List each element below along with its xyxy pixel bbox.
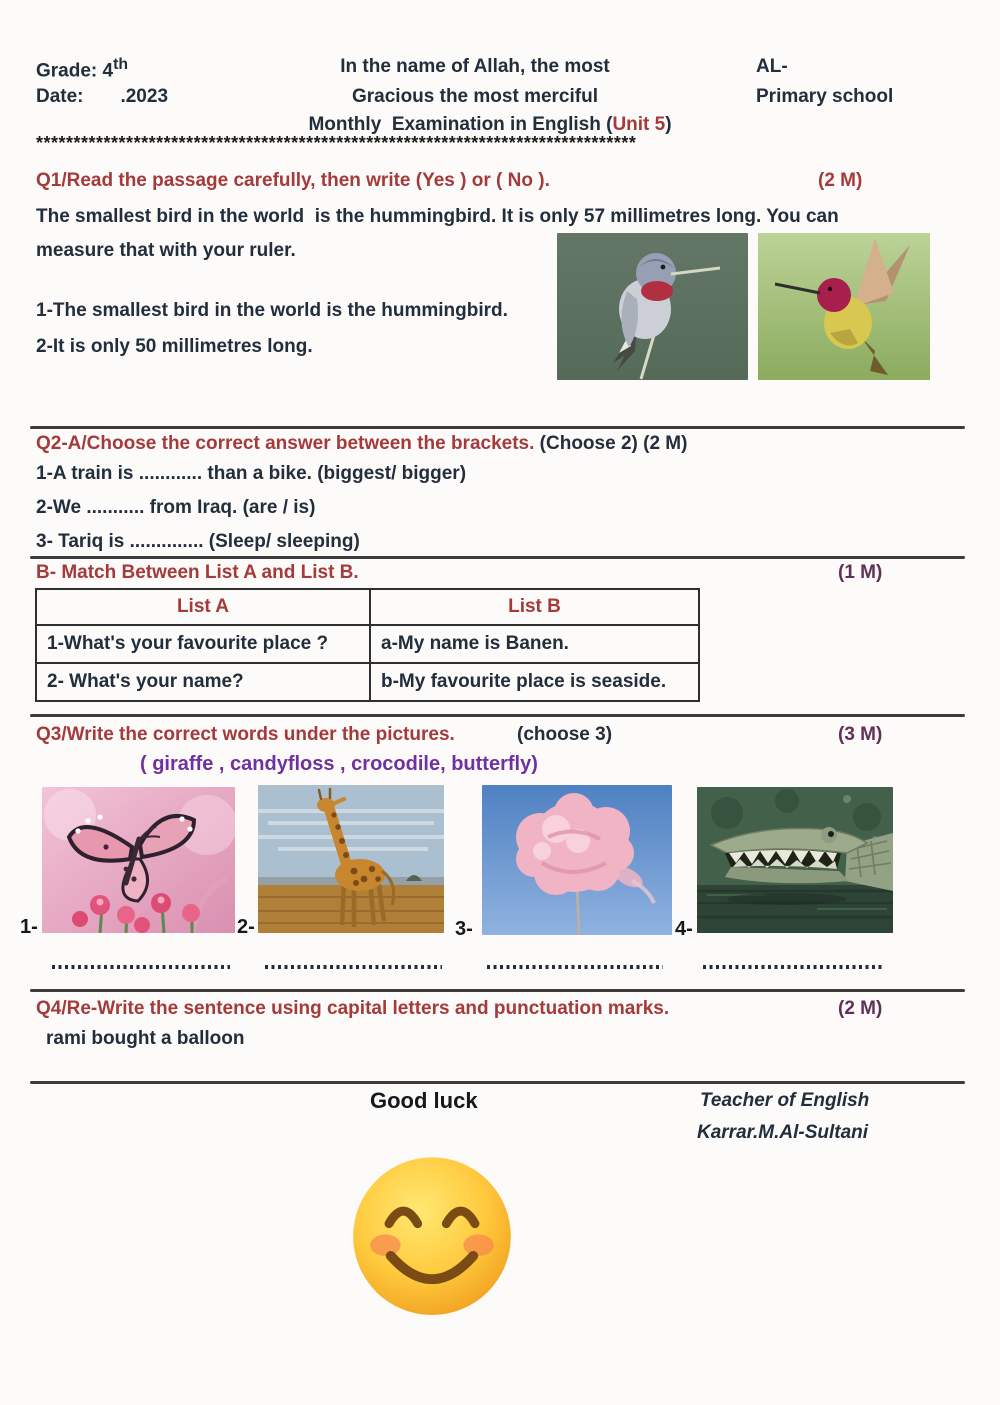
grade-label [36,56,128,82]
picture-label-4: 4- [675,918,693,940]
match-row2-b: b-My favourite place is seaside. [370,663,699,701]
divider-after-match [30,714,965,717]
q2a-heading-black: (Choose 2) (2 M) [539,433,688,454]
match-row1-a: 1-What's your favourite place ? [36,625,370,663]
answer-line-3 [487,965,663,969]
q1-passage: The smallest bird in the world is the hummingbird. It is only 57 millimetres long. You can measure that with your ruler. [36,206,844,261]
q2a-item-3: 3- Tariq is .............. (Sleep/ sleeping) [36,531,360,552]
q1-statement-2: 2-It is only 50 millimetres long. [36,336,313,357]
picture-label-1: 1- [20,916,38,938]
q1-statement-1: 1-The smallest bird in the world is the hummingbird. [36,300,508,321]
match-col-b-header: List B [370,589,699,625]
grade-text: Grade: 4 [36,60,114,82]
good-luck-text: Good luck [370,1088,478,1113]
table-row [36,663,699,701]
q2a-heading-red: Q2-A/Choose the correct answer between the brackets. [36,433,535,454]
q3-word-bank: ( giraffe , candyfloss , crocodile, butterfly) [140,753,538,775]
bismillah-line1: In the name of Allah, the most [340,56,610,77]
date-label: Date: .2023 [36,86,169,107]
q2a-heading [36,433,687,455]
butterfly-photo [42,787,235,933]
picture-label-3: 3- [455,918,473,940]
smiley-face-icon [342,1152,522,1324]
crocodile-photo [697,787,893,933]
answer-line-4 [703,965,884,969]
hummingbird-perched-photo [557,233,748,380]
match-row2-a: 2- What's your name? [36,663,370,701]
hummingbird-flying-illustration [758,233,930,380]
match-row1-b: a-My name is Banen. [370,625,699,663]
q1-heading: Q1/Read the passage carefully, then write (Yes ) or ( No ). [36,170,550,191]
divider-after-q1 [30,426,965,429]
teacher-name: Karrar.M.Al-Sultani [697,1122,869,1143]
q1-marks: (2 M) [818,170,863,191]
hummingbird-flying-photo [758,233,930,380]
grade-superscript: th [113,56,129,73]
giraffe-illustration [258,785,444,933]
q3-choose-note: (choose 3) [517,724,613,745]
giraffe-photo [258,785,444,933]
teacher-title: Teacher of English [700,1090,870,1111]
candyfloss-illustration [482,785,672,935]
divider-after-q4 [30,1081,965,1084]
q3-marks: (3 M) [838,724,883,745]
smiley-emoji [342,1152,522,1324]
q4-marks: (2 M) [838,998,883,1019]
table-row [36,625,699,663]
match-table [35,588,700,702]
q3-heading: Q3/Write the correct words under the pictures. [36,724,455,745]
divider-after-q3 [30,989,965,992]
match-heading: B- Match Between List A and List B. [36,562,359,583]
q2a-item-1: 1-A train is ............ than a bike. (biggest/ bigger) [36,463,467,484]
q4-sentence: rami bought a balloon [46,1028,245,1049]
answer-line-2 [265,965,442,969]
school-name-line2: Primary school [756,86,894,107]
picture-label-2: 2- [237,916,255,938]
divider-after-q2a [30,556,965,559]
butterfly-illustration [42,787,235,933]
answer-line-1 [52,965,230,969]
exam-title-text: Monthly Examination in English ( [308,114,613,135]
match-header-row [36,589,699,625]
stars-divider: ******************************************************************************** [36,133,637,153]
exam-unit: Unit 5 [612,114,666,135]
match-marks: (1 M) [838,562,883,583]
school-name-line1: AL- [756,56,788,77]
exam-title-close: ) [665,114,672,135]
q2a-item-2: 2-We ........... from Iraq. (are / is) [36,497,316,518]
hummingbird-perched-illustration [557,233,748,380]
crocodile-illustration [697,787,893,933]
match-col-a-header: List A [36,589,370,625]
bismillah-line2: Gracious the most merciful [351,86,598,107]
q4-heading: Q4/Re-Write the sentence using capital letters and punctuation marks. [36,998,670,1019]
candyfloss-photo [482,785,672,935]
